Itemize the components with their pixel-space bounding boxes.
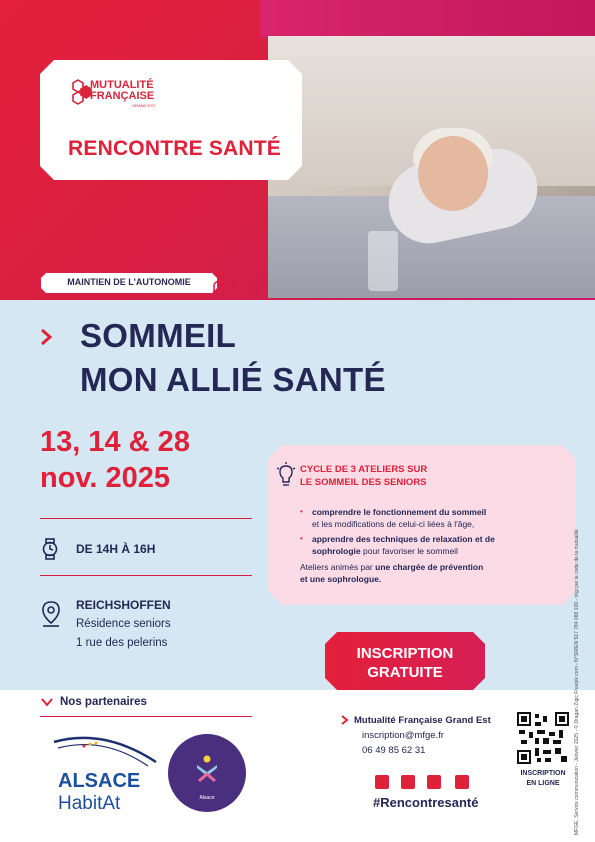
info-footer-bold: une chargée de prévention	[375, 562, 484, 572]
registration-qr-code[interactable]	[517, 712, 569, 764]
contact-org: Mutualité Française Grand Est	[354, 715, 491, 726]
chevron-right-icon	[341, 715, 349, 725]
facebook-icon[interactable]	[375, 775, 389, 789]
logo-line-1: MUTUALITÉ	[90, 79, 154, 91]
event-label: RENCONTRE SANTÉ	[68, 137, 282, 160]
location-city: REICHSHOFFEN	[76, 598, 171, 612]
bullet-1-bold: comprendre le fonctionnement du sommeil	[312, 507, 487, 517]
commission-region: Alsace	[199, 795, 215, 801]
sleeping-woman-photo	[268, 36, 595, 298]
bullet-2-bold-2: sophrologie	[312, 546, 361, 556]
bullet-2-rest: pour favoriser le sommeil	[360, 546, 458, 556]
watch-icon	[40, 538, 60, 560]
bullet-1-rest: et les modifications de celui-ci liées à l'âge,	[312, 519, 475, 529]
alsace-habitat-swoosh-icon	[44, 728, 164, 768]
hashtag[interactable]: #Rencontresanté	[373, 795, 479, 810]
dates-line-1: 13, 14 & 28	[40, 426, 190, 458]
title-line-2: MON ALLIÉ SANTÉ	[80, 361, 386, 398]
divider	[40, 716, 252, 717]
youtube-icon[interactable]	[427, 775, 441, 789]
alsace-habitat-logo-line-1: ALSACE	[58, 770, 141, 792]
legal-credit: MFGE, Service communication - Janvier 2025 - © Dragan Zigic Freepik.com - N°SIREN 517 784 088 109 - régi par le code de la mutualité	[574, 529, 580, 835]
qr-label-2: EN LIGNE	[526, 780, 560, 787]
contact-email[interactable]: inscription@mfge.fr	[362, 730, 444, 741]
bullet-marker: •	[300, 534, 303, 543]
location-line-1: Résidence seniors	[76, 618, 171, 630]
commission-star-icon	[193, 754, 221, 784]
logo-sub: GRAND EST	[132, 103, 156, 108]
people-outline-icon	[210, 252, 255, 307]
info-heading-2: LE SOMMEIL DES SENIORS	[300, 477, 427, 488]
chevron-right-icon	[40, 328, 54, 346]
info-footer-1	[300, 562, 483, 572]
info-heading-1: CYCLE DE 3 ATELIERS SUR	[300, 464, 428, 475]
contact-phone[interactable]: 06 49 85 62 31	[362, 745, 426, 756]
location-pin-icon	[40, 600, 62, 628]
divider	[40, 575, 252, 576]
time-range: DE 14H À 16H	[76, 542, 156, 556]
logo-line-2: FRANÇAISE	[90, 90, 155, 102]
qr-label-1: INSCRIPTION	[520, 770, 566, 777]
brand-logo-text	[90, 80, 154, 102]
bluesky-icon[interactable]	[401, 775, 415, 789]
linkedin-icon[interactable]	[455, 775, 469, 789]
info-footer-2: et une sophrologue.	[300, 574, 382, 584]
bullet-2-bold-1: apprendre des techniques de relaxation et de	[312, 534, 495, 544]
alsace-habitat-logo-line-2: HabitAt	[58, 793, 121, 814]
divider	[40, 518, 252, 519]
title-line-1: SOMMEIL	[80, 317, 237, 354]
category-tag-text: MAINTIEN DE L'AUTONOMIE	[67, 277, 191, 287]
info-footer-plain: Ateliers animés par	[300, 562, 376, 572]
bullet-2-line-2	[312, 546, 458, 556]
badge-line-1: INSCRIPTION	[356, 645, 454, 662]
dates-line-2: nov. 2025	[40, 462, 171, 494]
header-accent-strip	[260, 0, 595, 38]
badge-line-2: GRATUITE	[367, 664, 443, 681]
heart-chevron-icon	[40, 696, 54, 708]
lightbulb-icon	[276, 462, 296, 488]
location-line-2: 1 rue des pelerins	[76, 637, 168, 649]
partners-label: Nos partenaires	[60, 696, 147, 708]
bullet-marker: •	[300, 507, 303, 516]
